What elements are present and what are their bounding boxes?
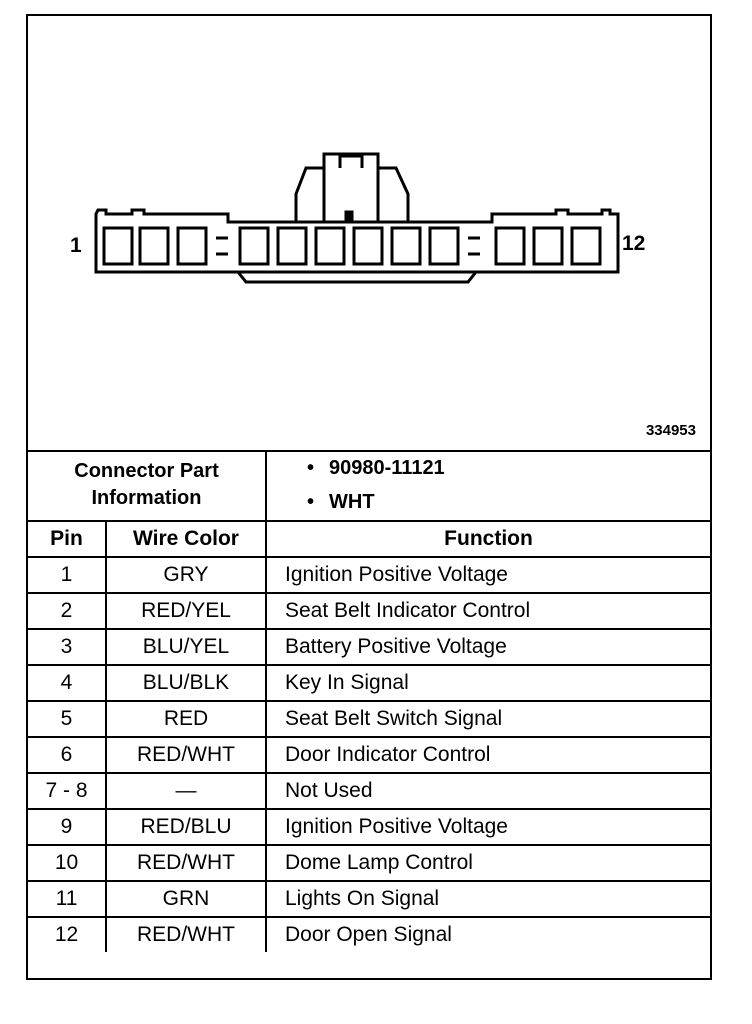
wire-color-cell: GRN [106, 881, 266, 917]
function-cell: Seat Belt Switch Signal [266, 701, 710, 737]
figure-id: 334953 [645, 422, 696, 439]
function-cell: Lights On Signal [266, 881, 710, 917]
pin-cavity [178, 228, 206, 264]
function-cell: Not Used [266, 773, 710, 809]
table-row [28, 665, 710, 701]
function-cell: Key In Signal [266, 665, 710, 701]
part-info-item [307, 451, 710, 485]
pin-cavity [430, 228, 458, 264]
pin-cavity [140, 228, 168, 264]
part-number: 90980-11121 [329, 457, 445, 479]
pin-12-label: 12 [622, 232, 646, 255]
table-row [28, 809, 710, 845]
pin-cell: 4 [28, 665, 106, 701]
pin-cavity [104, 228, 132, 264]
pin-cell: 3 [28, 629, 106, 665]
part-info-row [28, 450, 710, 521]
pin-cell: 10 [28, 845, 106, 881]
pin-cavity [240, 228, 268, 264]
pin-cell: 2 [28, 593, 106, 629]
pin-1-label: 1 [70, 234, 82, 257]
connector-color: WHT [329, 491, 375, 513]
function-cell: Seat Belt Indicator Control [266, 593, 710, 629]
pin-cavity [316, 228, 344, 264]
wire-color-cell: RED/YEL [106, 593, 266, 629]
column-header-pin: Pin [28, 521, 106, 557]
table-row [28, 701, 710, 737]
table-row [28, 881, 710, 917]
wire-color-cell: GRY [106, 557, 266, 593]
function-cell: Ignition Positive Voltage [266, 557, 710, 593]
column-header-wire-color: Wire Color [106, 521, 266, 557]
part-info-title [28, 450, 266, 521]
table-row [28, 629, 710, 665]
pin-cell: 5 [28, 701, 106, 737]
pin-cavity [392, 228, 420, 264]
pin-cavity [534, 228, 562, 264]
wire-color-cell: RED [106, 701, 266, 737]
wire-color-cell: BLU/YEL [106, 629, 266, 665]
bullet-icon: • [307, 491, 315, 513]
part-info-title-line2: Information [91, 487, 202, 509]
wire-color-cell: RED/WHT [106, 917, 266, 952]
pin-cell: 6 [28, 737, 106, 773]
pin-cell: 1 [28, 557, 106, 593]
pin-cavity [496, 228, 524, 264]
pin-cell: 9 [28, 809, 106, 845]
function-cell: Ignition Positive Voltage [266, 809, 710, 845]
pin-cavity [354, 228, 382, 264]
column-header-function: Function [266, 521, 710, 557]
header-row [28, 521, 710, 557]
function-cell: Door Open Signal [266, 917, 710, 952]
pin-cavities [104, 228, 600, 264]
wire-color-cell: — [106, 773, 266, 809]
function-cell: Door Indicator Control [266, 737, 710, 773]
table-row [28, 845, 710, 881]
pin-cell: 11 [28, 881, 106, 917]
pin-cavity [572, 228, 600, 264]
wire-color-cell: RED/BLU [106, 809, 266, 845]
table-row [28, 917, 710, 952]
part-info-title-line1: Connector Part [74, 460, 219, 482]
table-row [28, 593, 710, 629]
function-cell: Battery Positive Voltage [266, 629, 710, 665]
part-info-item [307, 485, 710, 519]
part-info-list [266, 450, 710, 521]
table-row [28, 557, 710, 593]
connector-frame [26, 14, 712, 980]
table-row [28, 737, 710, 773]
wire-color-cell: BLU/BLK [106, 665, 266, 701]
connector-drawing [28, 16, 710, 450]
bullet-icon: • [307, 457, 315, 479]
wire-color-cell: RED/WHT [106, 737, 266, 773]
wire-color-cell: RED/WHT [106, 845, 266, 881]
pin-cell: 7 - 8 [28, 773, 106, 809]
connector-diagram [28, 16, 710, 452]
function-cell: Dome Lamp Control [266, 845, 710, 881]
pin-cell: 12 [28, 917, 106, 952]
connector-table [28, 450, 710, 952]
pin-cavity [278, 228, 306, 264]
table-row [28, 773, 710, 809]
